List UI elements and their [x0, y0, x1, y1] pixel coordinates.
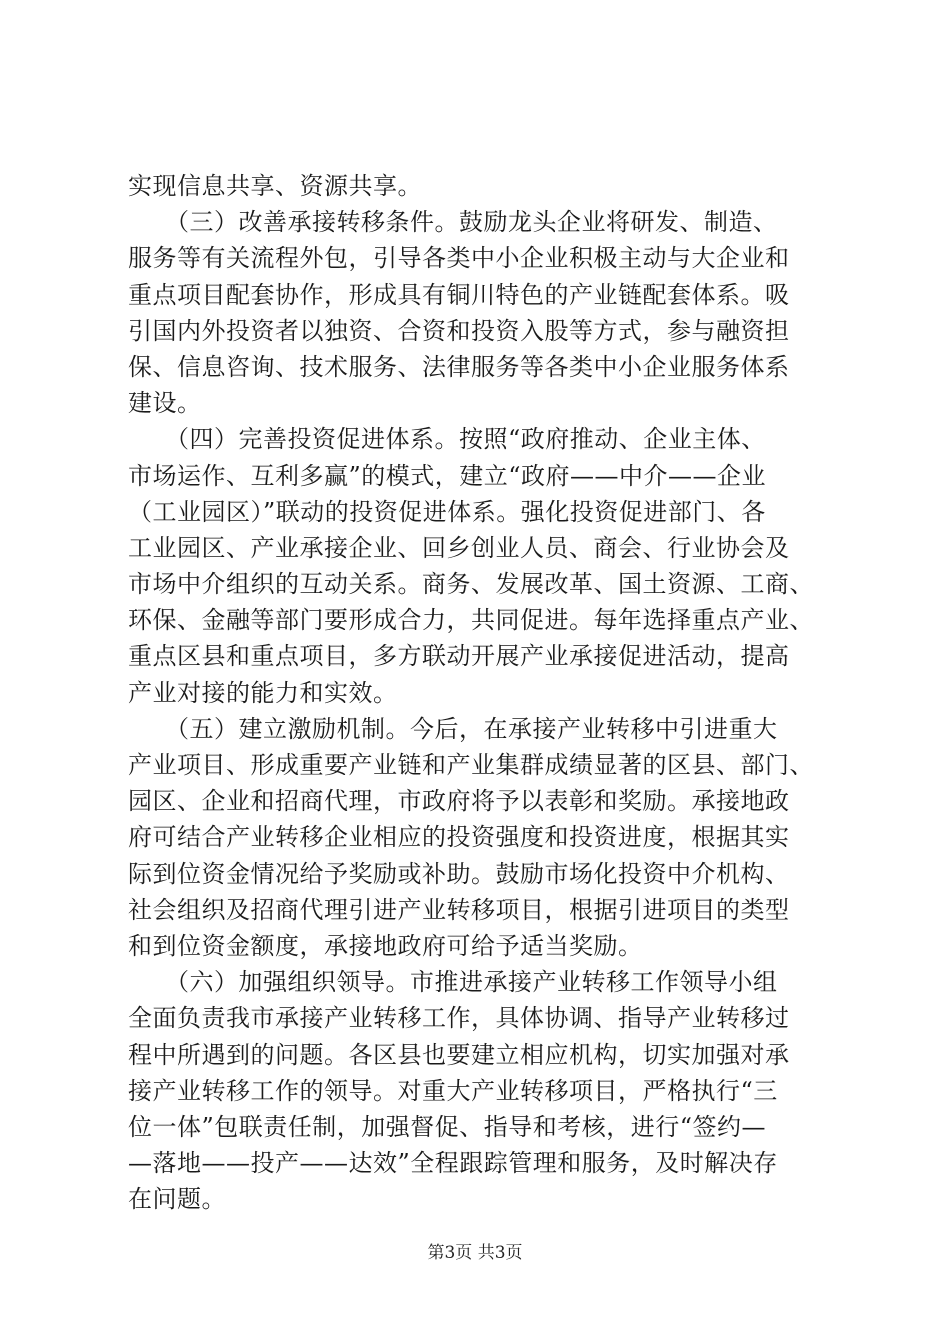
text-line: 社会组织及招商代理引进产业转移项目，根据引进项目的类型	[128, 895, 790, 924]
text-line: 产业项目、形成重要产业链和产业集群成绩显著的区县、部门、	[128, 751, 814, 779]
text-line: 在问题。	[128, 1185, 226, 1214]
text-line: 位一体”包联责任制，加强督促、指导和考核，进行“签约—	[128, 1112, 767, 1141]
text-line: 市场中介组织的互动关系。商务、发展改革、国土资源、工商、	[128, 570, 814, 599]
page-footer: 第3页 共3页	[427, 1243, 523, 1263]
text-line: 保、信息咨询、技术服务、法律服务等各类中小企业服务体系	[128, 352, 790, 381]
text-line: 全面负责我市承接产业转移工作，具体协调、指导产业转移过	[128, 1004, 790, 1033]
text-line: （五）建立激励机制。今后，在承接产业转移中引进重大	[128, 714, 778, 743]
text-line: 园区、企业和招商代理，市政府将予以表彰和奖励。承接地政	[128, 787, 790, 816]
text-line: 重点区县和重点项目，多方联动开展产业承接促进活动，提高	[128, 642, 790, 671]
text-line: （工业园区）”联动的投资促进体系。强化投资促进部门、各	[128, 497, 766, 526]
text-line: 产业对接的能力和实效。	[128, 678, 398, 707]
document-body	[128, 168, 838, 1217]
text-line: 实现信息共享、资源共享。	[128, 172, 422, 200]
text-line: （三）改善承接转移条件。鼓励龙头企业将研发、制造、	[128, 208, 778, 237]
text-line: 建设。	[128, 389, 202, 418]
text-line: 程中所遇到的问题。各区县也要建立相应机构，切实加强对承	[128, 1040, 790, 1069]
text-line: 引国内外投资者以独资、合资和投资入股等方式，参与融资担	[128, 316, 790, 345]
text-line: 市场运作、互利多赢”的模式，建立“政府——中介——企业	[128, 461, 767, 490]
text-line: （四）完善投资促进体系。按照“政府推动、企业主体、	[128, 425, 766, 454]
text-line: 环保、金融等部门要形成合力，共同促进。每年选择重点产业、	[128, 606, 814, 635]
text-line: 接产业转移工作的领导。对重大产业转移项目，严格执行“三	[128, 1076, 778, 1105]
text-line: 际到位资金情况给予奖励或补助。鼓励市场化投资中介机构、	[128, 859, 790, 888]
text-line: 重点项目配套协作，形成具有铜川特色的产业链配套体系。吸	[128, 280, 790, 309]
text-line: —落地——投产——达效”全程跟踪管理和服务，及时解决存	[128, 1149, 778, 1178]
text-line: （六）加强组织领导。市推进承接产业转移工作领导小组	[128, 968, 778, 997]
text-line: 府可结合产业转移企业相应的投资强度和投资进度，根据其实	[128, 823, 790, 852]
text-line: 服务等有关流程外包，引导各类中小企业积极主动与大企业和	[128, 244, 790, 273]
text-line: 工业园区、产业承接企业、回乡创业人员、商会、行业协会及	[128, 533, 790, 562]
text-line: 和到位资金额度，承接地政府可给予适当奖励。	[128, 931, 643, 960]
